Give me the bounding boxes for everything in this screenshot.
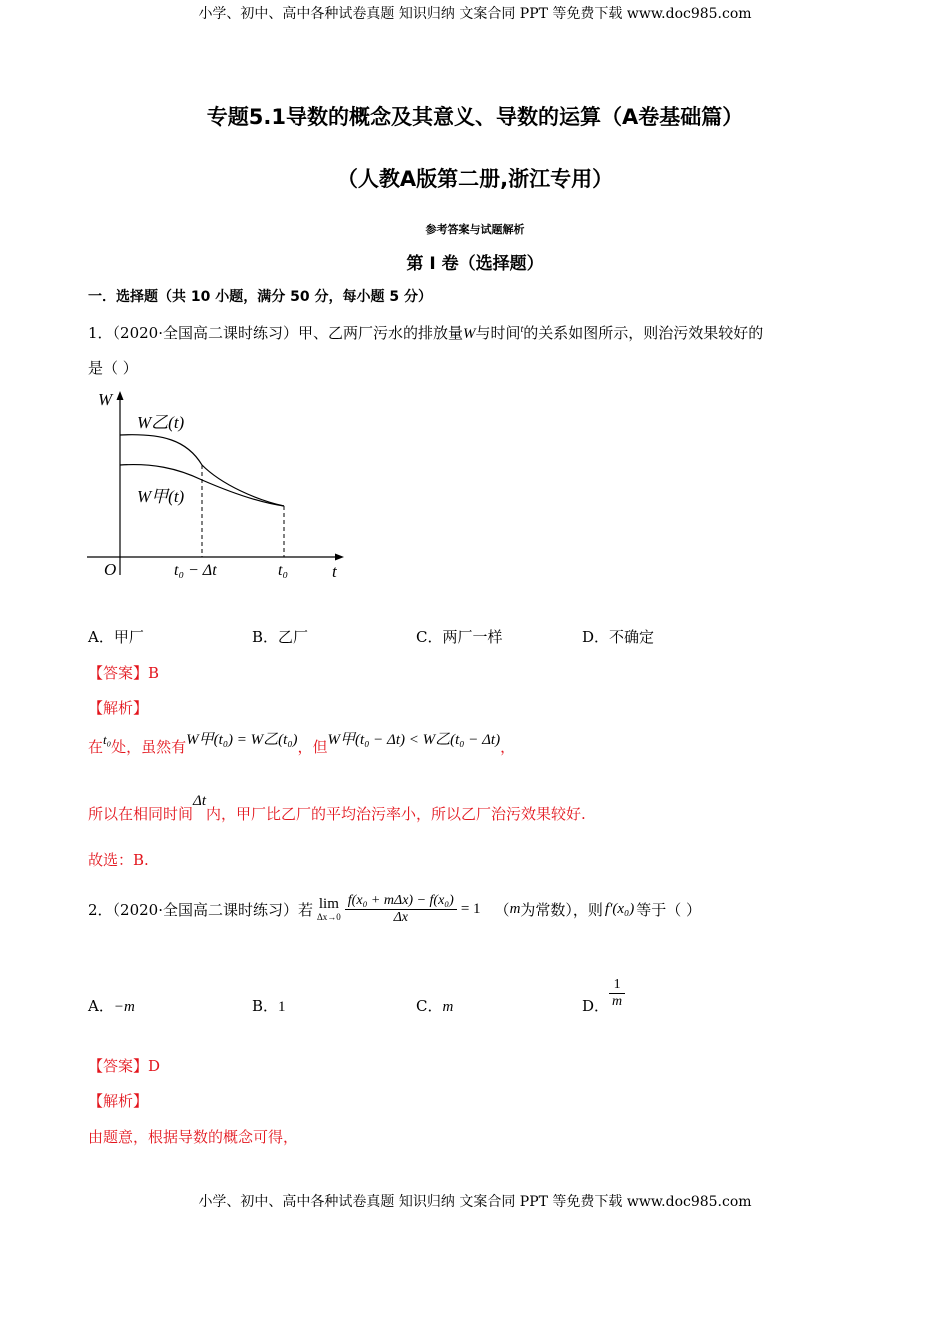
q2-option-a[interactable] <box>88 995 135 1016</box>
q1-analysis-line2 <box>88 793 586 824</box>
curve-jia-label: W甲(t) <box>137 487 185 506</box>
q2-analysis-line1: 由题意，根据导数的概念可得， <box>88 1128 299 1146</box>
doc-title: 专题5.1导数的概念及其意义、导数的运算（A卷基础篇） <box>206 105 744 129</box>
q1-l1-eq2: W甲(t₀ − Δt) < W乙(t₀ − Δt) <box>327 732 501 748</box>
q1-option-a[interactable]: A．甲厂 <box>88 628 144 646</box>
x-axis-label: t <box>332 562 337 581</box>
volume-heading: 第 I 卷（选择题） <box>406 254 544 274</box>
q1-l1-c: ，但 <box>297 738 328 756</box>
q1-l2-b: 内，甲厂比乙厂的平均治污率小，所以乙厂治污效果较好. <box>206 805 586 823</box>
q1-var-t: t <box>520 324 524 335</box>
q1-stem-c: 的关系如图所示，则治污效果较好的 <box>523 324 764 342</box>
doc-subtitle: （人教A版第二册,浙江专用） <box>336 167 614 191</box>
q1-analysis-line1 <box>88 732 516 757</box>
q1-option-b[interactable]: B．乙厂 <box>252 628 309 646</box>
q2-lim-sub: Δx→0 <box>317 911 341 922</box>
q2-opt-b-label: B． <box>252 997 279 1015</box>
origin-label: O <box>104 560 117 579</box>
q2-stem-b: （ <box>494 900 510 919</box>
q1-l1-t0: t₀ <box>103 732 112 747</box>
q1-l1-b: 处，虽然有 <box>111 738 187 756</box>
q1-option-c[interactable]: C．两厂一样 <box>416 628 503 646</box>
q2-option-d[interactable] <box>582 968 625 1018</box>
q2-opt-c-val: m <box>442 999 454 1015</box>
q2-stem <box>88 884 701 934</box>
q1-l1-a: 在 <box>88 738 104 756</box>
q2-stem-a: 2．（2020·全国高二课时练习）若 <box>88 900 313 919</box>
page-header: 小学、初中、高中各种试卷真题 知识归纳 文案合同 PPT 等免费下载 www.doc985.com <box>198 6 752 22</box>
q1-analysis-label: 【解析】 <box>88 699 149 717</box>
q1-stem-line1 <box>88 322 763 343</box>
q1-l1-d: ， <box>500 738 516 756</box>
q2-fprime: f′(x₀) <box>604 900 635 917</box>
curve-yi-label: W乙(t) <box>137 413 185 432</box>
q1-l2-a: 所以在相同时间 <box>88 805 194 823</box>
answer-heading: 参考答案与试题解析 <box>425 223 525 236</box>
q1-var-w: W <box>463 326 476 342</box>
q1-stem-a: 1．（2020·全国高二课时练习）甲、乙两厂污水的排放量 <box>88 324 463 342</box>
q2-opt-a-val: −m <box>113 999 135 1015</box>
q2-stem-c: 为常数），则 <box>520 900 603 919</box>
q2-opt-d-label: D． <box>582 996 610 1015</box>
y-axis-label: W <box>98 390 113 409</box>
tick-t0-dt: t₀ − Δt <box>174 562 217 579</box>
q1-stem-b: 与时间 <box>475 324 521 342</box>
q2-option-b[interactable] <box>252 995 286 1016</box>
q2-opt-d-frac <box>609 977 625 1010</box>
q1-l2-dt: Δt <box>193 793 206 809</box>
q2-opt-d-num: 1 <box>609 977 625 994</box>
q2-option-c[interactable] <box>416 995 453 1016</box>
q2-opt-c-label: C． <box>416 997 443 1015</box>
q2-frac-den: Δx <box>393 909 409 925</box>
q2-opt-a-label: A． <box>88 997 114 1015</box>
q2-analysis-label: 【解析】 <box>88 1092 149 1110</box>
q1-conclusion: 故选：B. <box>88 851 149 869</box>
q1-l1-eq1: W甲(t₀) = W乙(t₀) <box>186 732 298 748</box>
x-axis-arrow <box>335 554 344 561</box>
q1-stem-line2: 是（ ） <box>88 359 138 377</box>
q2-answer: 【答案】D <box>88 1057 161 1075</box>
q2-opt-b-val: 1 <box>278 999 286 1015</box>
q1-option-d[interactable]: D．不确定 <box>582 628 655 646</box>
q2-opt-d-den: m <box>612 993 623 1009</box>
q2-eq-one: = 1 <box>460 900 481 917</box>
q2-lim-word: lim <box>318 895 339 912</box>
q2-stem-d: 等于（ ） <box>636 900 702 919</box>
q2-var-m: m <box>509 900 521 917</box>
q2-fraction <box>345 893 457 926</box>
tick-t0: t₀ <box>278 562 289 579</box>
q2-lim <box>317 897 341 922</box>
section-heading: 一．选择题（共 10 小题，满分 50 分，每小题 5 分） <box>88 289 432 305</box>
page-footer: 小学、初中、高中各种试卷真题 知识归纳 文案合同 PPT 等免费下载 www.doc985.com <box>198 1194 752 1210</box>
q2-frac-num: f(x₀ + mΔx) − f(x₀) <box>345 893 457 910</box>
q1-answer: 【答案】B <box>88 664 160 682</box>
q1-graph <box>82 385 357 590</box>
y-axis-arrow <box>117 391 124 400</box>
